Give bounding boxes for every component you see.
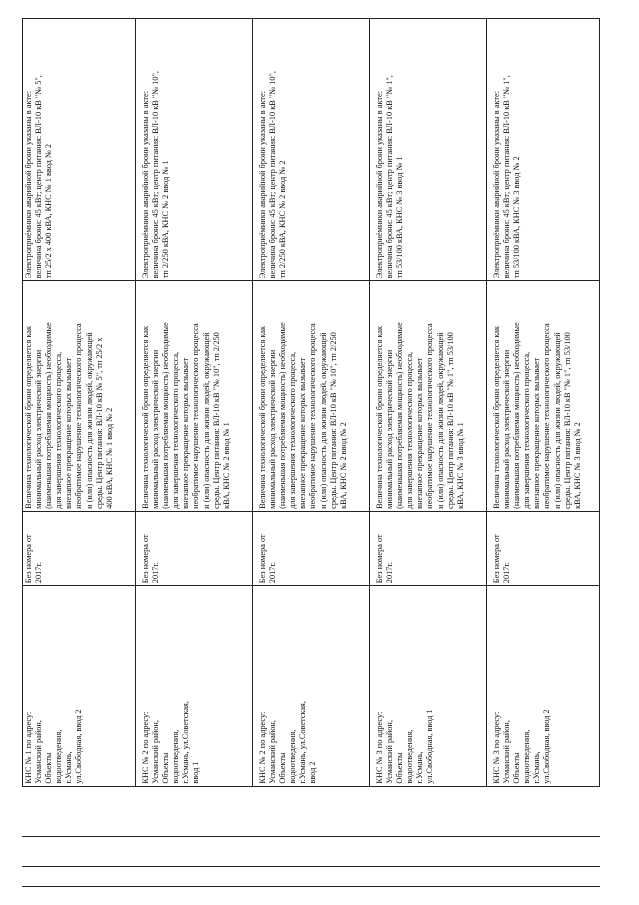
technological-text: Величина технологической брони определяется как минимальный расход электрической энергии (наименьшая потребляемая мощность) необходимые для завершения технологического процесса, внезапное прекращение которых вызывает необратимое нарушение технологического процесса и (или) опасность для жизни людей, окружающей среды. Центр питания: ВЛ-10 кВ "№ 10", тп 2/250 кВА, КНС № 2 ввод № 1 (141, 322, 231, 509)
technological-cell (22, 280, 135, 511)
emergency-text: Электроприёмники аварийной брони указаны в акте: величина брони: 45 кВт; центр питания: ВЛ-10 кВ "№ 1", тп 53/100 кВА, КНС № 3 ввод № 1 (375, 74, 405, 278)
table-row (490, 18, 600, 786)
registration-text: Без номера от 2017г. (258, 534, 278, 583)
registration-text: Без номера от 2017г. (24, 534, 44, 583)
technological-text: Величина технологической брони определяется как минимальный расход электрической энергии (наименьшая потребляемая мощность) необходимые для завершения технологического процесса, внезапное прекращение которых вызывает необратимое нарушение технологического процесса и (или) опасность для жизни людей, окружающей среды. Центр питания: ВЛ-10 кВ "№ 10", тп 2/250 кВА, КНС № 2 ввод № 2 (258, 322, 348, 509)
technological-cell (256, 280, 369, 511)
technological-text: Величина технологической брони определяется как минимальный расход электрической энергии (наименьшая потребляемая мощность) необходимые для завершения технологического процесса, внезапное прекращение которых вызывает необратимое нарушение технологического процесса и (или) опасность для жизни людей, окружающей среды. Центр питания: ВЛ-10 кВ "№ 1", тп 53/100 кВА, КНС № 3 ввод № 2 (492, 322, 582, 509)
emergency-text: Электроприёмники аварийной брони указаны в акте: величина брони: 45 кВт; центр питания: ВЛ-10 кВ "№ 5", тп 25/2 х 400 кВА, КНС № 1 ввод № 2 (24, 74, 54, 278)
blank-line (22, 886, 600, 887)
object-cell (490, 585, 600, 786)
emergency-cell (256, 18, 369, 280)
registration-cell (22, 511, 135, 585)
object-cell (256, 585, 369, 786)
object-text: КНС № 1 по адресу: Усманский район, Объекты водоотведения, г.Усмань, ул.Свободная, ввод 2 (24, 709, 84, 784)
registration-cell (256, 511, 369, 585)
emergency-cell (373, 18, 486, 280)
technological-text: Величина технологической брони определяется как минимальный расход электрической энергии (наименьшая потребляемая мощность) необходимые для завершения технологического процесса, внезапное прекращение которых вызывает необратимое нарушение технологического процесса и (или) опасность для жизни людей, окружающей среды. Центр питания: ВЛ-10 кВ № 5", тп 25/2 х 400 кВА, КНС № 1 ввод № 2 (24, 322, 114, 509)
blank-line (22, 866, 600, 867)
registration-text: Без номера от 2017г. (492, 534, 512, 583)
object-text: КНС № 3 по адресу: Усманский район, Объекты водоотведения, г.Усмань, ул.Свободная, ввод 2 (492, 709, 552, 784)
object-text: КНС № 2 по адресу: Усманский район, Объекты водоотведения, г.Усмань, ул.Советская, ввод 2 (258, 701, 318, 784)
registration-text: Без номера от 2017г. (375, 534, 395, 583)
table-row (373, 18, 486, 786)
object-cell (22, 585, 135, 786)
technological-text: Величина технологической брони определяется как минимальный расход электрической энергии (наименьшая потребляемая мощность) необходимые для завершения технологического процесса, внезапное прекращение которых вызывает необратимое нарушение технологического процесса и (или) опасность для жизни людей, окружающей среды. Центр питания: ВЛ-10 кВ "№ 1", тп 53/100 кВА, КНС № 3 ввод № 1 (375, 322, 465, 509)
row-divider (369, 18, 370, 786)
object-cell (373, 585, 486, 786)
emergency-text: Электроприёмники аварийной брони указаны в акте: величина брони: 45 кВт; центр питания: ВЛ-10 кВ "№ 1", тп 53/100 кВА, КНС № 3 ввод № 2 (492, 74, 522, 278)
row-divider (252, 18, 253, 786)
emergency-cell (22, 18, 135, 280)
object-cell (139, 585, 252, 786)
column-divider (22, 786, 600, 787)
registration-cell (490, 511, 600, 585)
technological-cell (373, 280, 486, 511)
table-row (256, 18, 369, 786)
object-text: КНС № 3 по адресу: Усманский район, Объекты водоотведения, г.Усмань, ул.Свободная, ввод 1 (375, 709, 435, 784)
technological-cell (490, 280, 600, 511)
blank-line (22, 836, 600, 837)
row-divider (486, 18, 487, 786)
registration-cell (373, 511, 486, 585)
emergency-cell (139, 18, 252, 280)
registration-cell (139, 511, 252, 585)
table-row (139, 18, 252, 786)
object-text: КНС № 2 по адресу: Усманский район, Объекты водоотведения, г.Усмань, ул.Советская, ввод 1 (141, 701, 201, 784)
technological-cell (139, 280, 252, 511)
table-row (22, 18, 135, 786)
emergency-text: Электроприёмники аварийной брони указаны в акте: величина брони: 45 кВт; центр питания: ВЛ-10 кВ "№ 10", тп 2/250 кВА, КНС № 2 ввод № 2 (258, 70, 288, 278)
row-divider (135, 18, 136, 786)
registration-text: Без номера от 2017г. (141, 534, 161, 583)
emergency-cell (490, 18, 600, 280)
emergency-text: Электроприёмники аварийной брони указаны в акте: величина брони: 45 кВт; центр питания: ВЛ-10 кВ "№ 10", тп 2/250 кВА, КНС № 2 ввод № 1 (141, 70, 171, 278)
